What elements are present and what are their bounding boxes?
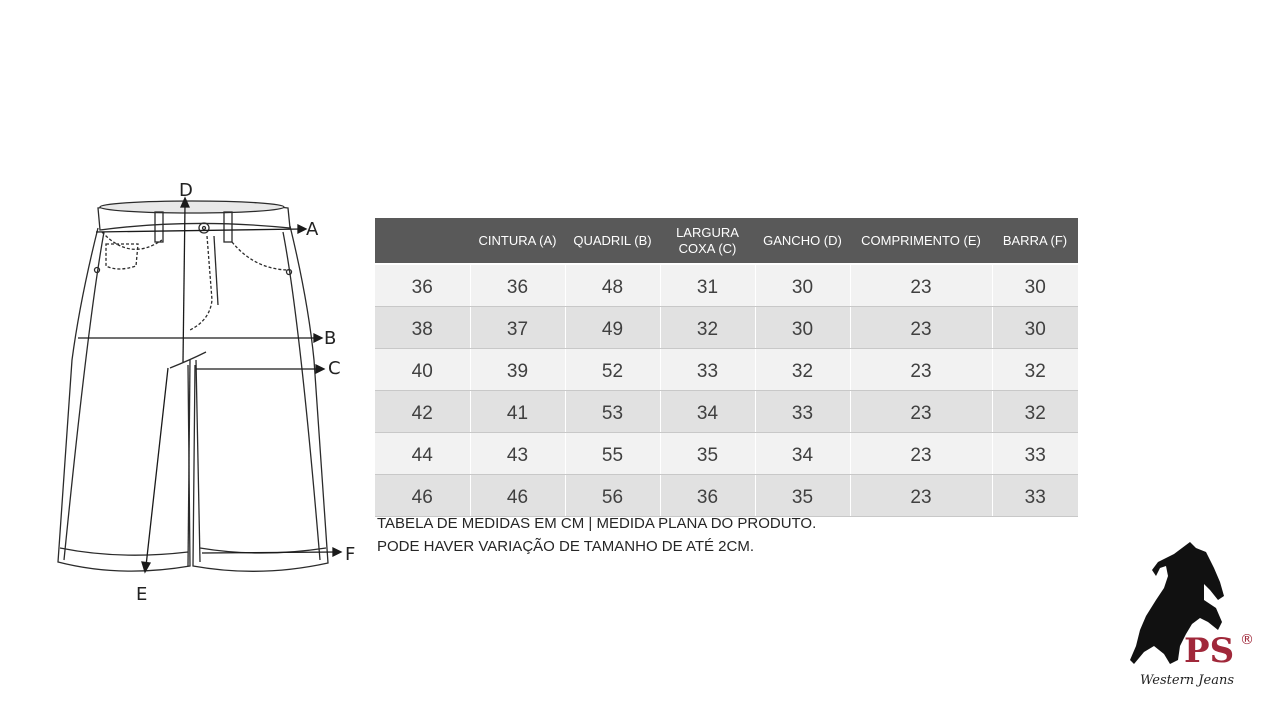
table-cell: 30 xyxy=(992,307,1078,349)
right-pocket xyxy=(232,242,290,270)
brand-logo xyxy=(1120,538,1270,698)
header-waist: CINTURA (A) xyxy=(470,218,565,264)
table-cell: 32 xyxy=(660,307,755,349)
table-cell: 32 xyxy=(755,349,850,391)
right-leg-outline xyxy=(193,226,328,571)
table-cell: 42 xyxy=(375,391,470,433)
note-line-2: PODE HAVER VARIAÇÃO DE TAMANHO DE ATÉ 2CM. xyxy=(377,538,755,555)
belt-loop xyxy=(155,212,163,242)
header-thigh: LARGURA COXA (C) xyxy=(660,218,755,264)
label-b: B xyxy=(324,328,337,349)
table-row xyxy=(375,264,1078,307)
table-cell: 32 xyxy=(992,349,1078,391)
button xyxy=(199,223,209,233)
table-cell: 40 xyxy=(375,349,470,391)
registered-mark: ® xyxy=(1240,632,1254,648)
header-size xyxy=(375,218,470,264)
label-c: C xyxy=(328,358,341,379)
shorts-diagram xyxy=(0,0,380,720)
table-cell: 46 xyxy=(470,475,565,517)
table-cell: 36 xyxy=(470,264,565,307)
table-cell: 53 xyxy=(565,391,660,433)
note-line-1: TABELA DE MEDIDAS EM CM | MEDIDA PLANA DO PRODUTO. xyxy=(377,515,817,532)
table-cell: 23 xyxy=(850,391,992,433)
table-cell: 39 xyxy=(470,349,565,391)
table-cell: 36 xyxy=(375,264,470,307)
brand-name: PS xyxy=(1184,631,1235,671)
table-cell: 23 xyxy=(850,349,992,391)
label-e: E xyxy=(136,584,148,605)
waist-opening xyxy=(100,201,284,213)
table-cell: 46 xyxy=(375,475,470,517)
table-row xyxy=(375,307,1078,349)
table-row xyxy=(375,433,1078,475)
table-cell: 23 xyxy=(850,264,992,307)
coin-pocket xyxy=(106,244,138,269)
table-cell: 55 xyxy=(565,433,660,475)
table-cell: 31 xyxy=(660,264,755,307)
table-cell: 38 xyxy=(375,307,470,349)
fly xyxy=(190,236,212,330)
size-table xyxy=(375,218,1078,517)
label-f: F xyxy=(345,544,356,565)
header-rise: GANCHO (D) xyxy=(755,218,850,264)
table-cell: 34 xyxy=(755,433,850,475)
table-cell: 48 xyxy=(565,264,660,307)
table-cell: 35 xyxy=(755,475,850,517)
table-cell: 35 xyxy=(660,433,755,475)
table-cell: 33 xyxy=(992,475,1078,517)
table-cell: 33 xyxy=(992,433,1078,475)
table-cell: 30 xyxy=(992,264,1078,307)
table-cell: 33 xyxy=(755,391,850,433)
table-cell: 34 xyxy=(660,391,755,433)
table-cell: 44 xyxy=(375,433,470,475)
label-d: D xyxy=(179,180,193,201)
table-cell: 23 xyxy=(850,433,992,475)
table-header xyxy=(375,218,1078,264)
belt-loop xyxy=(224,212,232,242)
table-cell: 41 xyxy=(470,391,565,433)
table-row xyxy=(375,349,1078,391)
table-cell: 43 xyxy=(470,433,565,475)
left-leg-outline xyxy=(58,228,190,571)
table-cell: 30 xyxy=(755,307,850,349)
table-cell: 36 xyxy=(660,475,755,517)
table-cell: 52 xyxy=(565,349,660,391)
left-pocket xyxy=(102,232,162,249)
header-hem: BARRA (F) xyxy=(992,218,1078,264)
brand-tagline: Western Jeans xyxy=(1140,673,1235,688)
table-cell: 56 xyxy=(565,475,660,517)
table-cell: 33 xyxy=(660,349,755,391)
table-cell: 23 xyxy=(850,307,992,349)
table-cell: 37 xyxy=(470,307,565,349)
label-a: A xyxy=(306,219,319,240)
header-hip: QUADRIL (B) xyxy=(565,218,660,264)
measurement-notes xyxy=(377,512,816,558)
table-cell: 30 xyxy=(755,264,850,307)
table-row xyxy=(375,391,1078,433)
table-row xyxy=(375,475,1078,517)
table-cell: 32 xyxy=(992,391,1078,433)
table-cell: 23 xyxy=(850,475,992,517)
header-length: COMPRIMENTO (E) xyxy=(850,218,992,264)
table-cell: 49 xyxy=(565,307,660,349)
